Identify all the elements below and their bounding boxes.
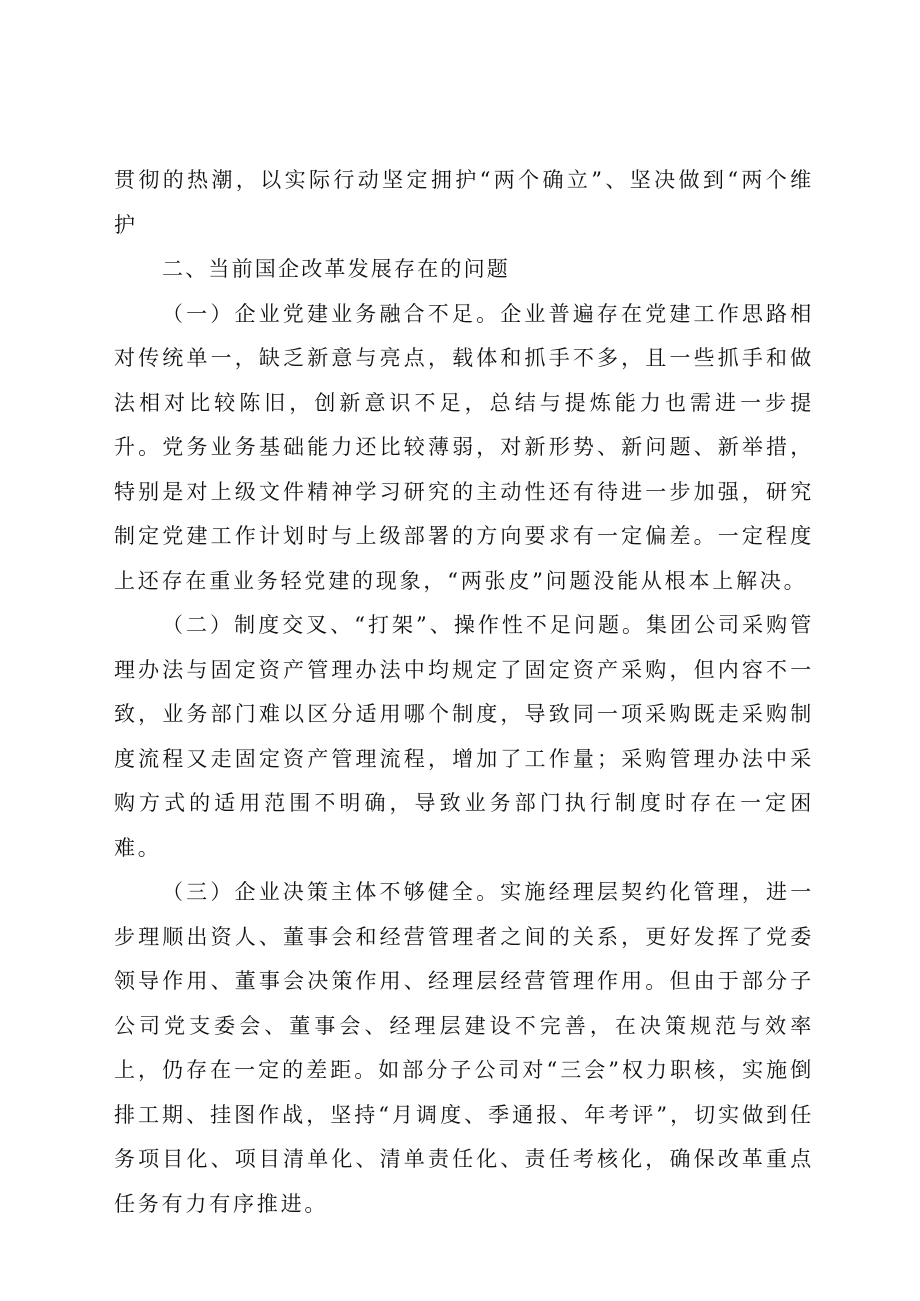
section-heading: 二、当前国企改革发展存在的问题: [162, 257, 510, 281]
paragraph-system-conflict: （二）制度交叉、“打架”、操作性不足问题。集团公司采购管理办法与固定资产管理办法中均规定了固定资产采购，但内容不一致，业务部门难以区分适用哪个制度，导致同一项采购既走采购制度流程又走固定资产管理流程，增加了工作量；采购管理办法中采购方式的适用范围不明确，导致业务部门执行制度时存在一定困难。: [114, 613, 814, 860]
document-body: [114, 158, 814, 1226]
continued-paragraph: 贯彻的热潮，以实际行动坚定拥护“两个确立”、坚决做到“两个维护: [114, 168, 814, 237]
paragraph-decision-making: （三）企业决策主体不够健全。实施经理层契约化管理，进一步理顺出资人、董事会和经营管理者之间的关系，更好发挥了党委领导作用、董事会决策作用、经理层经营管理作用。但由于部分子公司党支委会、董事会、经理层建设不完善，在决策规范与效率上，仍存在一定的差距。如部分子公司对“三会”权力职核，实施倒排工期、挂图作战，坚持“月调度、季通报、年考评”，切实做到任务项目化、项目清单化、清单责任化、责任考核化，确保改革重点任务有力有序推进。: [114, 880, 814, 1216]
paragraph-party-building: （一）企业党建业务融合不足。企业普遍存在党建工作思路相对传统单一，缺乏新意与亮点，载体和抓手不多，且一些抓手和做法相对比较陈旧，创新意识不足，总结与提炼能力也需进一步提升。党务业务基础能力还比较薄弱，对新形势、新问题、新举措，特别是对上级文件精神学习研究的主动性还有待进一步加强，研究制定党建工作计划时与上级部署的方向要求有一定偏差。一定程度上还存在重业务轻党建的现象，“两张皮”问题没能从根本上解决。: [114, 301, 814, 593]
